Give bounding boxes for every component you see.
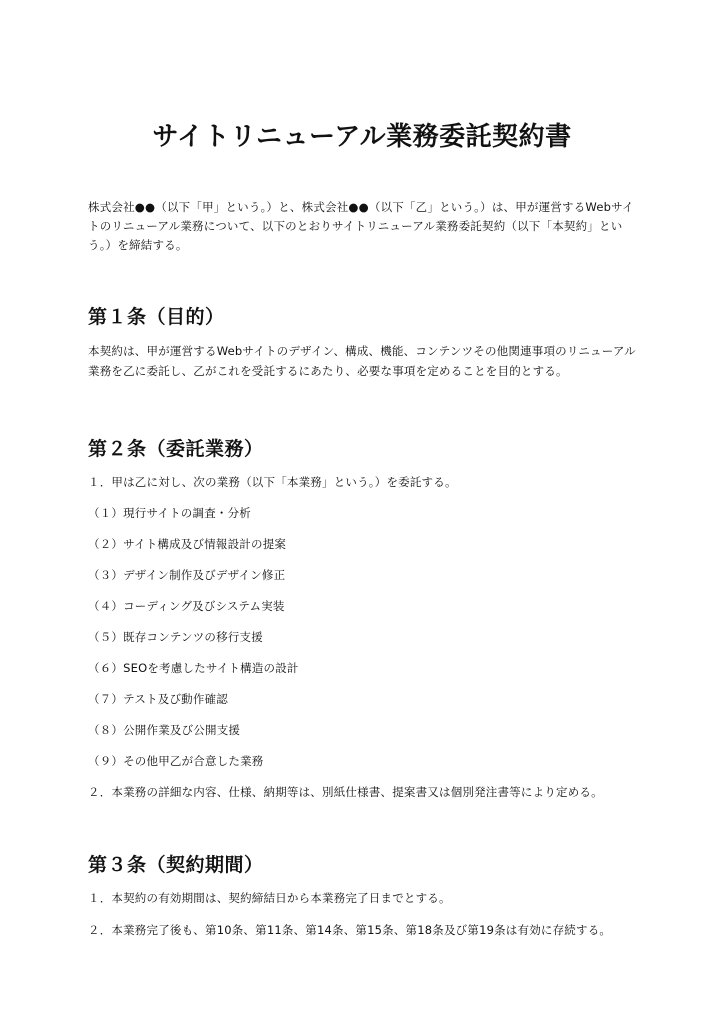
article-1-body: 本契約は、甲が運営するWebサイトのデザイン、構成、機能、コンテンツその他関連事項のリニューアル業務を乙に委託し、乙がこれを受託するにあたり、必要な事項を定めることを目的とする。	[88, 344, 636, 378]
article-2-item-6: （６）SEOを考慮したサイト構造の設計	[88, 661, 299, 675]
article-2-item-9: （９）その他甲乙が合意した業務	[88, 754, 264, 768]
article-3-clause-1: １．本契約の有効期間は、契約締結日から本業務完了日までとする。	[88, 891, 451, 905]
article-2-clause-1: １．甲は乙に対し、次の業務（以下「本業務」という。）を委託する。	[88, 475, 457, 489]
article-2-item-8: （８）公開作業及び公開支援	[88, 723, 241, 737]
article-1-heading: 第１条（目的）	[88, 306, 225, 328]
article-2-item-3: （３）デザイン制作及びデザイン修正	[88, 568, 286, 582]
article-2	[88, 435, 636, 801]
article-3-clause-2: ２．本業務完了後も、第10条、第11条、第14条、第15条、第18条及び第19条は有効に存続する。	[88, 923, 612, 937]
document-title: サイトリニューアル業務委託契約書	[152, 122, 572, 152]
article-2-item-2: （２）サイト構成及び情報設計の提案	[88, 537, 287, 551]
article-2-item-7: （７）テスト及び動作確認	[88, 692, 228, 706]
article-3-heading-wrap	[88, 851, 636, 879]
article-1	[88, 303, 636, 381]
article-3	[88, 851, 636, 939]
intro-paragraph: 株式会社●●（以下「甲」という。）と、株式会社●●（以下「乙」という。）は、甲が運営するWebサイトのリニューアル業務について、以下のとおりサイトリニューアル業務委託契約（以下「本契約」という。）を締結する。	[88, 200, 634, 252]
article-2-item-4: （４）コーディング及びシステム実装	[88, 599, 285, 613]
article-2-item-1: （１）現行サイトの調査・分析	[88, 506, 251, 520]
article-2-heading-wrap	[88, 435, 636, 463]
article-2-clause-2: ２．本業務の詳細な内容、仕様、納期等は、別紙仕様書、提案書又は個別発注書等により定める。	[88, 785, 603, 799]
article-2-heading: 第２条（委託業務）	[88, 438, 264, 460]
article-2-item-5: （５）既存コンテンツの移行支援	[88, 630, 263, 644]
article-3-heading: 第３条（契約期間）	[88, 854, 264, 876]
